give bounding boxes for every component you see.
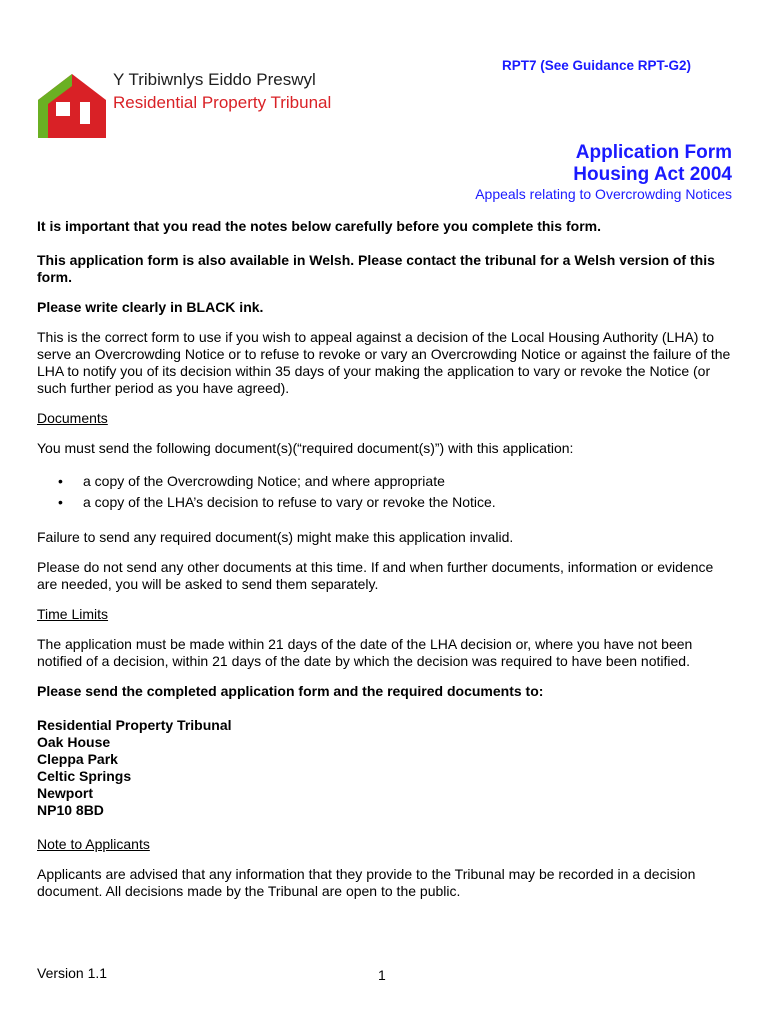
- form-reference: RPT7 (See Guidance RPT-G2): [502, 58, 692, 73]
- documents-heading: Documents: [37, 410, 108, 426]
- tribunal-house-logo-icon: [36, 72, 108, 140]
- read-notes-warning: It is important that you read the notes below carefully before you complete this form.: [37, 218, 601, 234]
- required-documents-list: [37, 471, 737, 513]
- tribunal-address: [37, 717, 737, 819]
- address-line: Newport: [37, 785, 93, 801]
- form-subtitle: Appeals relating to Overcrowding Notices: [475, 186, 732, 202]
- correct-form-paragraph: This is the correct form to use if you wish to appeal against a decision of the Local Housing Authority (LHA) to serve an Overcrowding Notice or to refuse to revoke or vary an Overcrowding Notice or against the failure of the LHA to notify you of its decision within 35 days of your making the application to vary or revoke the Notice (or such further period as you have agreed).: [37, 329, 731, 396]
- address-line: Cleppa Park: [37, 751, 118, 767]
- page-number: 1: [378, 967, 386, 983]
- address-line: Celtic Springs: [37, 768, 132, 784]
- failure-warning: Failure to send any required document(s) might make this application invalid.: [37, 529, 514, 545]
- version-label: Version 1.1: [37, 965, 108, 981]
- logo-welsh-name: Y Tribiwnlys Eiddo Preswyl: [113, 70, 316, 89]
- address-line: Oak House: [37, 734, 111, 750]
- note-heading: Note to Applicants: [37, 836, 150, 852]
- logo-english-name: Residential Property Tribunal: [113, 93, 332, 112]
- act-title: Housing Act 2004: [573, 164, 732, 185]
- form-body: [37, 218, 737, 900]
- welsh-version-notice: This application form is also available in Welsh. Please contact the tribunal for a Welsh version of this form.: [37, 252, 715, 285]
- no-other-documents: Please do not send any other documents at this time. If and when further documents, information or evidence are needed, you will be asked to send them separately.: [37, 559, 714, 592]
- list-item: • a copy of the LHA’s decision to refuse to vary or revoke the Notice.: [37, 492, 737, 513]
- note-text: Applicants are advised that any information that they provide to the Tribunal may be recorded in a decision document. All decisions made by the Tribunal are open to the public.: [37, 866, 696, 899]
- form-title: Application Form: [575, 142, 732, 163]
- time-limits-text: The application must be made within 21 days of the date of the LHA decision or, where you have not been notified of a decision, within 21 days of the date by which the decision was required to have been notified.: [37, 636, 693, 669]
- send-to-instruction: Please send the completed application form and the required documents to:: [37, 683, 544, 699]
- address-line: Residential Property Tribunal: [37, 717, 232, 733]
- documents-intro: You must send the following document(s)(“required document(s)”) with this application:: [37, 440, 574, 456]
- address-line: NP10 8BD: [37, 802, 104, 818]
- time-limits-heading: Time Limits: [37, 606, 109, 622]
- list-item: • a copy of the Overcrowding Notice; and where appropriate: [37, 471, 737, 492]
- black-ink-instruction: Please write clearly in BLACK ink.: [37, 299, 264, 315]
